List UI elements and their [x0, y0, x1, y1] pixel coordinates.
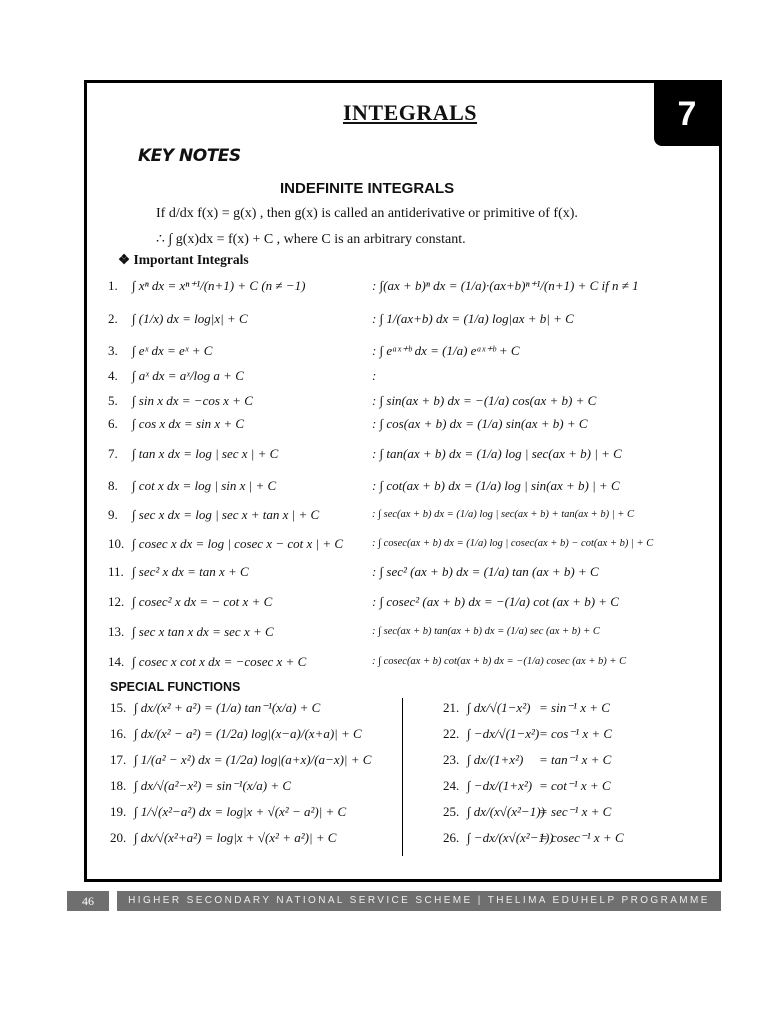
- inverse-trig-row: [443, 830, 624, 852]
- inverse-trig-row: [443, 804, 612, 826]
- inverse-trig-number: 21.: [443, 700, 460, 715]
- inverse-trig-row: [443, 700, 610, 722]
- integral-linear-form: : ∫(ax + b)ⁿ dx = (1/a)·(ax+b)ⁿ⁺¹/(n+1) + C if n ≠ 1: [372, 278, 639, 293]
- integral-linear-form: :: [372, 368, 377, 383]
- special-integral-expression: ∫ dx/(x² + a²) = (1/a) tan⁻¹(x/a) + C: [134, 700, 321, 715]
- integral-basic-form: ∫ sin x dx = −cos x + C: [132, 393, 253, 408]
- integral-basic-form: ∫ cosec² x dx = − cot x + C: [132, 594, 273, 609]
- special-integral-expression: ∫ 1/(a² − x²) dx = (1/2a) log|(a+x)/(a−x)| + C: [134, 752, 372, 767]
- integral-linear-form: : ∫ cosec² (ax + b) dx = −(1/a) cot (ax + b) + C: [372, 594, 619, 609]
- special-functions-heading: SPECIAL FUNCTIONS: [110, 680, 241, 694]
- integral-number: 1.: [108, 278, 118, 293]
- column-divider: [402, 698, 403, 856]
- integral-basic-form: ∫ cosec x dx = log | cosec x − cot x | + C: [132, 536, 344, 551]
- special-integral-number: 15.: [110, 700, 127, 715]
- integral-basic-form: ∫ xⁿ dx = xⁿ⁺¹/(n+1) + C (n ≠ −1): [132, 278, 306, 293]
- special-integral-number: 18.: [110, 778, 127, 793]
- special-integral-expression: ∫ 1/√(x²−a²) dx = log|x + √(x² − a²)| + C: [134, 804, 347, 819]
- page-title: INTEGRALS: [342, 100, 478, 125]
- inverse-trig-result: = cosec⁻¹ x + C: [539, 830, 624, 845]
- footer-banner: HIGHER SECONDARY NATIONAL SERVICE SCHEME | THELIMA EDUHELP PROGRAMME: [117, 891, 721, 911]
- inverse-trig-integral: ∫ dx/(1+x²): [467, 752, 524, 767]
- inverse-trig-result: = sec⁻¹ x + C: [539, 804, 612, 819]
- special-integral-expression: ∫ dx/(x² − a²) = (1/2a) log|(x−a)/(x+a)| + C: [134, 726, 362, 741]
- definition-line-1: If d/dx f(x) = g(x) , then g(x) is called an antiderivative or primitive of f(x).: [156, 206, 578, 221]
- inverse-trig-number: 26.: [443, 830, 460, 845]
- integral-number: 12.: [108, 594, 125, 609]
- integral-basic-form: ∫ cot x dx = log | sin x | + C: [132, 478, 277, 493]
- inverse-trig-integral: ∫ dx/√(1−x²): [467, 700, 531, 715]
- inverse-trig-number: 25.: [443, 804, 460, 819]
- inverse-trig-row: [443, 778, 611, 800]
- integral-number: 5.: [108, 393, 118, 408]
- integral-linear-form: : ∫ sin(ax + b) dx = −(1/a) cos(ax + b) + C: [372, 393, 597, 408]
- integral-number: 10.: [108, 536, 125, 551]
- special-integral-expression: ∫ dx/√(x²+a²) = log|x + √(x² + a²)| + C: [134, 830, 337, 845]
- inverse-trig-number: 23.: [443, 752, 460, 767]
- integral-number: 11.: [108, 564, 124, 579]
- integral-linear-form: : ∫ cosec(ax + b) cot(ax + b) dx = −(1/a) cosec (ax + b) + C: [372, 656, 627, 667]
- special-integral-row: [110, 726, 362, 748]
- integral-number: 8.: [108, 478, 118, 493]
- special-integral-row: [110, 778, 291, 800]
- special-integral-number: 16.: [110, 726, 127, 741]
- inverse-trig-integral: ∫ −dx/(x√(x²−1)): [467, 830, 554, 845]
- definition-line-2: ∴ ∫ g(x)dx = f(x) + C , where C is an arbitrary constant.: [156, 232, 466, 247]
- integral-linear-form: : ∫ tan(ax + b) dx = (1/a) log | sec(ax + b) | + C: [372, 446, 622, 461]
- section-title: INDEFINITE INTEGRALS: [280, 180, 455, 197]
- inverse-trig-integral: ∫ −dx/√(1−x²): [467, 726, 540, 741]
- special-integral-row: [110, 752, 371, 774]
- important-integrals-heading: ❖ Important Integrals: [118, 252, 249, 267]
- integral-basic-form: ∫ aˣ dx = aˣ/log a + C: [132, 368, 244, 383]
- integral-number: 4.: [108, 368, 118, 383]
- integral-number: 2.: [108, 311, 118, 326]
- integral-linear-form: : ∫ 1/(ax+b) dx = (1/a) log|ax + b| + C: [372, 311, 574, 326]
- integral-number: 9.: [108, 507, 118, 522]
- integral-linear-form: : ∫ cot(ax + b) dx = (1/a) log | sin(ax + b) | + C: [372, 478, 620, 493]
- special-integral-number: 19.: [110, 804, 127, 819]
- integral-linear-form: : ∫ sec(ax + b) dx = (1/a) log | sec(ax + b) + tan(ax + b) | + C: [372, 509, 634, 520]
- inverse-trig-result: = cot⁻¹ x + C: [539, 778, 611, 793]
- page-number: 46: [67, 891, 109, 911]
- inverse-trig-row: [443, 752, 612, 774]
- special-integral-number: 20.: [110, 830, 127, 845]
- integral-number: 6.: [108, 416, 118, 431]
- inverse-trig-integral: ∫ −dx/(1+x²): [467, 778, 533, 793]
- special-integral-number: 17.: [110, 752, 127, 767]
- integral-basic-form: ∫ tan x dx = log | sec x | + C: [132, 446, 279, 461]
- special-integral-row: [110, 700, 320, 722]
- integral-linear-form: : ∫ cosec(ax + b) dx = (1/a) log | cosec(ax + b) − cot(ax + b) | + C: [372, 538, 654, 549]
- special-integral-row: [110, 804, 346, 826]
- special-integral-expression: ∫ dx/√(a²−x²) = sin⁻¹(x/a) + C: [134, 778, 292, 793]
- integral-basic-form: ∫ sec² x dx = tan x + C: [132, 564, 249, 579]
- integral-basic-form: ∫ sec x dx = log | sec x + tan x | + C: [132, 507, 320, 522]
- inverse-trig-row: [443, 726, 613, 748]
- integral-basic-form: ∫ eˣ dx = eˣ + C: [132, 343, 213, 358]
- integral-number: 7.: [108, 446, 118, 461]
- inverse-trig-number: 24.: [443, 778, 460, 793]
- integral-basic-form: ∫ (1/x) dx = log|x| + C: [132, 311, 248, 326]
- integral-linear-form: : ∫ sec² (ax + b) dx = (1/a) tan (ax + b) + C: [372, 564, 599, 579]
- chapter-number-badge: 7: [654, 82, 720, 146]
- integral-number: 13.: [108, 624, 125, 639]
- inverse-trig-number: 22.: [443, 726, 460, 741]
- inverse-trig-result: = tan⁻¹ x + C: [539, 752, 612, 767]
- integral-basic-form: ∫ cosec x cot x dx = −cosec x + C: [132, 654, 307, 669]
- integral-linear-form: : ∫ cos(ax + b) dx = (1/a) sin(ax + b) + C: [372, 416, 588, 431]
- inverse-trig-integral: ∫ dx/(x√(x²−1)): [467, 804, 545, 819]
- inverse-trig-result: = cos⁻¹ x + C: [539, 726, 613, 741]
- integral-number: 3.: [108, 343, 118, 358]
- key-notes-heading: KEY NOTES: [138, 146, 241, 166]
- integral-number: 14.: [108, 654, 125, 669]
- inverse-trig-result: = sin⁻¹ x + C: [539, 700, 610, 715]
- integral-basic-form: ∫ cos x dx = sin x + C: [132, 416, 245, 431]
- integral-linear-form: : ∫ eᵃˣ⁺ᵇ dx = (1/a) eᵃˣ⁺ᵇ + C: [372, 343, 520, 358]
- special-integral-row: [110, 830, 336, 852]
- integral-linear-form: : ∫ sec(ax + b) tan(ax + b) dx = (1/a) sec (ax + b) + C: [372, 626, 600, 637]
- integral-basic-form: ∫ sec x tan x dx = sec x + C: [132, 624, 274, 639]
